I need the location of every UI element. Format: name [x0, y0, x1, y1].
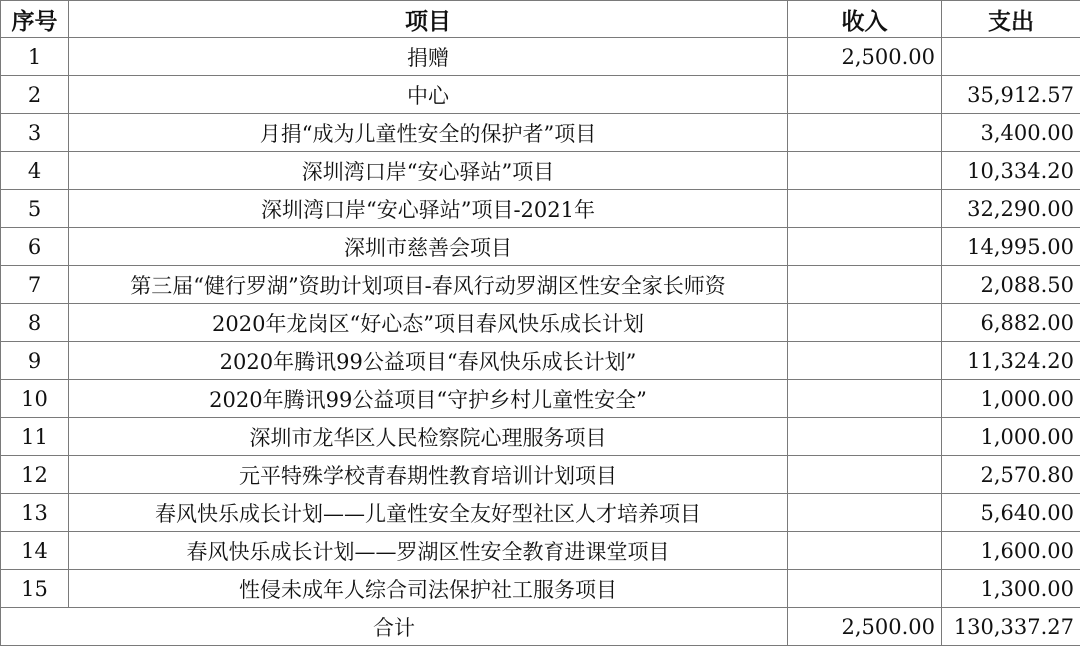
- total-row: [1, 608, 1080, 646]
- row-item: 春风快乐成长计划——儿童性安全友好型社区人才培养项目: [69, 494, 788, 532]
- row-index: 14: [1, 532, 69, 570]
- row-expense: 10,334.20: [942, 152, 1080, 190]
- row-expense: 2,570.80: [942, 456, 1080, 494]
- table-row: [1, 570, 1080, 608]
- row-item: 春风快乐成长计划——罗湖区性安全教育进课堂项目: [69, 532, 788, 570]
- row-income: [788, 152, 942, 190]
- table-row: [1, 532, 1080, 570]
- row-index: 3: [1, 114, 69, 152]
- row-index: 2: [1, 76, 69, 114]
- row-item: 中心: [69, 76, 788, 114]
- row-item: 月捐“成为儿童性安全的保护者”项目: [69, 114, 788, 152]
- table-row: [1, 228, 1080, 266]
- row-expense: 1,300.00: [942, 570, 1080, 608]
- row-index: 10: [1, 380, 69, 418]
- header-expense: 支出: [942, 1, 1080, 38]
- row-income: [788, 494, 942, 532]
- row-income: [788, 532, 942, 570]
- row-income: [788, 380, 942, 418]
- header-income: 收入: [788, 1, 942, 38]
- row-expense: 35,912.57: [942, 76, 1080, 114]
- table-row: [1, 266, 1080, 304]
- table-row: [1, 114, 1080, 152]
- table-row: [1, 342, 1080, 380]
- row-expense: [942, 38, 1080, 76]
- row-item: 2020年龙岗区“好心态”项目春风快乐成长计划: [69, 304, 788, 342]
- row-income: [788, 114, 942, 152]
- row-item: 第三届“健行罗湖”资助计划项目-春风行动罗湖区性安全家长师资: [69, 266, 788, 304]
- table-row: [1, 38, 1080, 76]
- table-row: [1, 456, 1080, 494]
- total-expense: 130,337.27: [942, 608, 1080, 646]
- row-item: 元平特殊学校青春期性教育培训计划项目: [69, 456, 788, 494]
- row-income: 2,500.00: [788, 38, 942, 76]
- row-income: [788, 418, 942, 456]
- row-income: [788, 228, 942, 266]
- table-row: [1, 152, 1080, 190]
- row-index: 5: [1, 190, 69, 228]
- row-index: 1: [1, 38, 69, 76]
- table-body: [1, 38, 1080, 608]
- row-expense: 3,400.00: [942, 114, 1080, 152]
- row-expense: 1,000.00: [942, 418, 1080, 456]
- total-label: 合计: [1, 608, 788, 646]
- row-item: 性侵未成年人综合司法保护社工服务项目: [69, 570, 788, 608]
- row-expense: 1,600.00: [942, 532, 1080, 570]
- table-row: [1, 304, 1080, 342]
- row-income: [788, 190, 942, 228]
- row-expense: 1,000.00: [942, 380, 1080, 418]
- row-income: [788, 570, 942, 608]
- row-item: 深圳湾口岸“安心驿站”项目-2021年: [69, 190, 788, 228]
- row-income: [788, 304, 942, 342]
- table-row: [1, 76, 1080, 114]
- row-expense: 14,995.00: [942, 228, 1080, 266]
- row-expense: 6,882.00: [942, 304, 1080, 342]
- row-item: 捐赠: [69, 38, 788, 76]
- row-expense: 11,324.20: [942, 342, 1080, 380]
- header-item: 项目: [69, 1, 788, 38]
- row-index: 12: [1, 456, 69, 494]
- row-income: [788, 76, 942, 114]
- row-index: 8: [1, 304, 69, 342]
- table-row: [1, 494, 1080, 532]
- row-index: 4: [1, 152, 69, 190]
- row-index: 15: [1, 570, 69, 608]
- header-row: [1, 1, 1080, 38]
- row-item: 深圳湾口岸“安心驿站”项目: [69, 152, 788, 190]
- row-index: 11: [1, 418, 69, 456]
- row-income: [788, 342, 942, 380]
- row-item: 深圳市龙华区人民检察院心理服务项目: [69, 418, 788, 456]
- row-income: [788, 456, 942, 494]
- row-expense: 5,640.00: [942, 494, 1080, 532]
- header-index: 序号: [1, 1, 69, 38]
- row-index: 9: [1, 342, 69, 380]
- row-item: 2020年腾讯99公益项目“守护乡村儿童性安全”: [69, 380, 788, 418]
- row-income: [788, 266, 942, 304]
- row-expense: 2,088.50: [942, 266, 1080, 304]
- row-item: 2020年腾讯99公益项目“春风快乐成长计划”: [69, 342, 788, 380]
- row-index: 7: [1, 266, 69, 304]
- row-item: 深圳市慈善会项目: [69, 228, 788, 266]
- table-row: [1, 380, 1080, 418]
- table-row: [1, 418, 1080, 456]
- table-row: [1, 190, 1080, 228]
- row-index: 13: [1, 494, 69, 532]
- total-income: 2,500.00: [788, 608, 942, 646]
- row-expense: 32,290.00: [942, 190, 1080, 228]
- row-index: 6: [1, 228, 69, 266]
